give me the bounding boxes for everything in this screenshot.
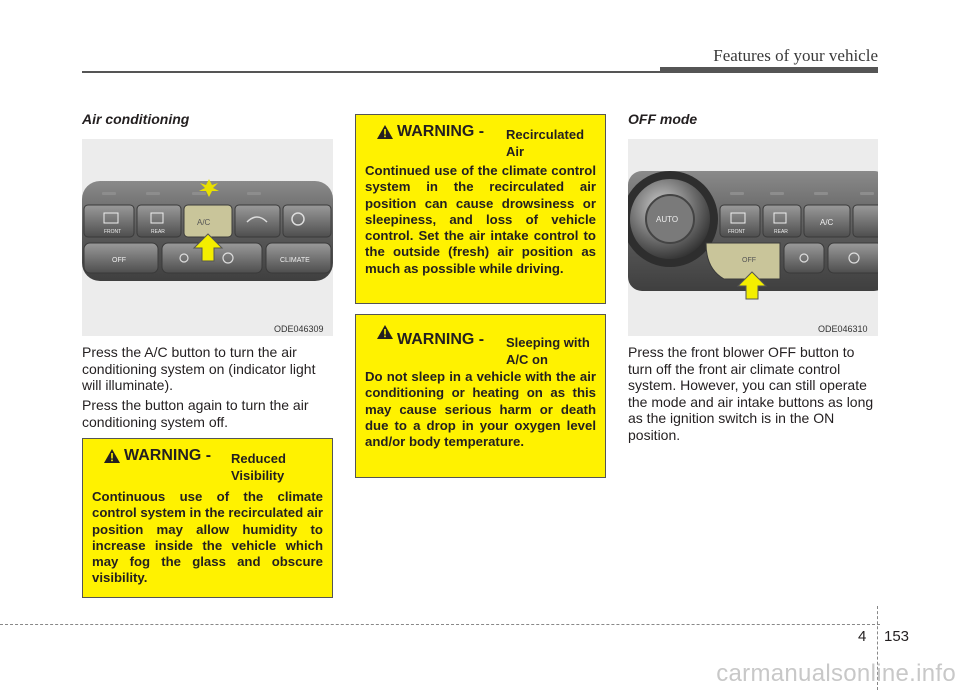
off-mode-paragraph: Press the front blower OFF button to turn off the front air climate control system. However, you can still operate the mode and air intake buttons as long as the ignition switch is in the ON position. bbox=[628, 344, 874, 443]
warning-subtitle-2: Visibility bbox=[231, 468, 285, 483]
warning-triangle-icon bbox=[377, 125, 393, 139]
warning-body: Continuous use of the climate control system in the recirculated air position may allow humidity to increase inside the vehicle which may fog the glass and obscure visibility. bbox=[92, 489, 323, 586]
figure-ac-panel bbox=[82, 139, 333, 336]
figure-code-right: ODE046310 bbox=[818, 324, 868, 334]
warning-subtitle-2: A/C on bbox=[506, 352, 548, 367]
warning-body: Continued use of the climate control system in the recirculated air position can cause drowsiness or sleepiness, and loss of vehicle control. Set the air intake control to the outside (fresh) air position as much as possible while driving. bbox=[365, 163, 596, 276]
chapter-number: 4 bbox=[858, 628, 867, 645]
warning-triangle-icon bbox=[377, 325, 393, 339]
ac-label: A/C bbox=[820, 218, 834, 227]
front-label: FRONT bbox=[104, 229, 122, 235]
ac-paragraph-2: Press the button again to turn the air conditioning system off. bbox=[82, 397, 309, 430]
warning-subtitle-2: Air bbox=[506, 144, 525, 159]
front-label: FRONT bbox=[728, 229, 746, 235]
warning-subtitle-1: Reduced bbox=[231, 451, 286, 466]
header-rule-thick bbox=[660, 67, 878, 73]
off-label: OFF bbox=[742, 257, 756, 264]
header-rule bbox=[82, 71, 662, 73]
warning-word: WARNING - bbox=[397, 123, 485, 140]
warning-box-reduced-visibility bbox=[82, 438, 333, 598]
watermark: carmanualsonline.info bbox=[716, 660, 956, 687]
footer-rule bbox=[0, 624, 880, 625]
off-label: OFF bbox=[112, 257, 126, 264]
warning-triangle-icon bbox=[104, 449, 120, 463]
climate-label: CLIMATE bbox=[280, 257, 310, 264]
warning-word: WARNING - bbox=[124, 447, 212, 464]
auto-label: AUTO bbox=[656, 215, 679, 224]
warning-subtitle-1: Sleeping with bbox=[506, 335, 590, 350]
ac-paragraph-1: Press the A/C button to turn the air conditioning system on (indicator light will illuminate). bbox=[82, 344, 316, 393]
warning-box-sleeping-with-ac bbox=[355, 314, 606, 478]
header-title: Features of your vehicle bbox=[713, 46, 878, 65]
rear-label: REAR bbox=[774, 229, 788, 235]
figure-off-panel bbox=[628, 139, 878, 336]
warning-body: Do not sleep in a vehicle with the air conditioning or heating on as this may cause serious harm or death due to a drop in your oxygen level and/or body temperature. bbox=[365, 369, 596, 450]
figure-code-left: ODE046309 bbox=[274, 324, 324, 334]
page-number: 153 bbox=[884, 628, 910, 645]
warning-box-recirculated-air bbox=[355, 114, 606, 304]
ac-label: A/C bbox=[197, 218, 211, 227]
rear-label: REAR bbox=[151, 229, 165, 235]
section-title-air-conditioning: Air conditioning bbox=[82, 111, 190, 127]
off-panel-illustration bbox=[628, 139, 878, 336]
warning-word: WARNING - bbox=[397, 331, 485, 348]
warning-subtitle-1: Recirculated bbox=[506, 127, 585, 142]
ac-panel-illustration bbox=[82, 139, 333, 336]
section-title-off-mode: OFF mode bbox=[628, 111, 698, 127]
